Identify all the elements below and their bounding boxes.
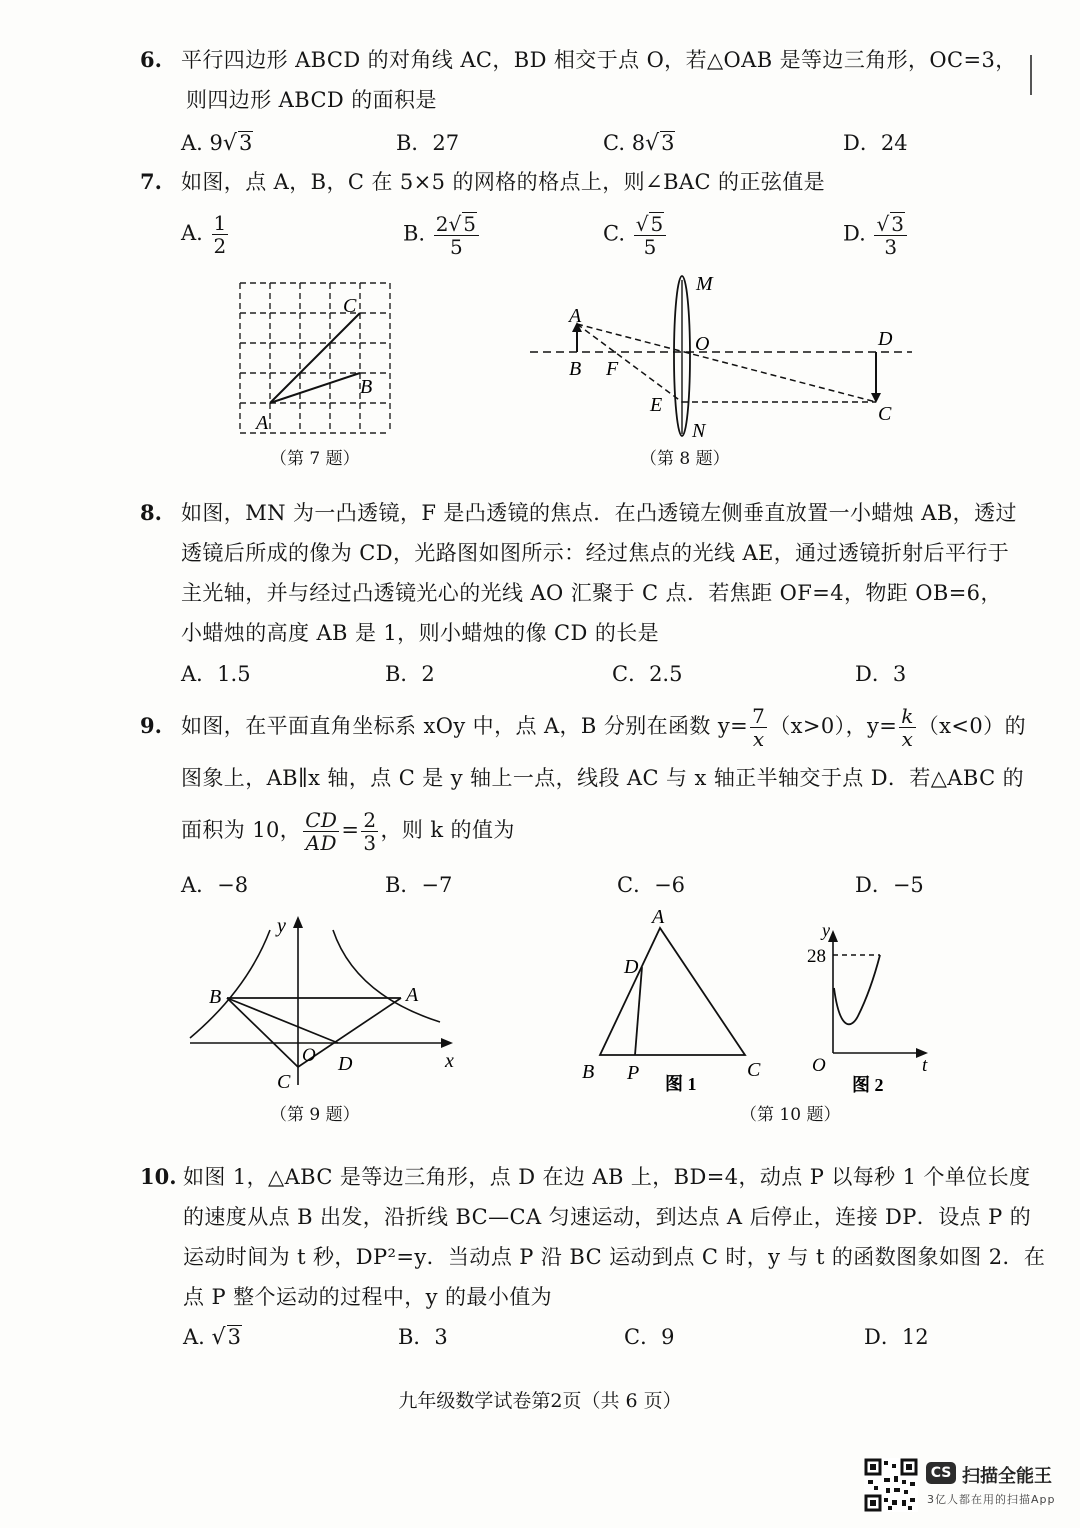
label-b: B — [569, 358, 582, 380]
label-c: C — [343, 295, 357, 317]
label-o: O — [302, 1045, 316, 1066]
label-y: y — [277, 915, 286, 937]
option-a: A. $\frac{1}{2}$ — [181, 211, 227, 258]
question-text: 如图，点 A，B，C 在 5×5 的网格的格点上，则∠BAC 的正弦值是 — [181, 170, 826, 194]
figure-caption: （第 9 题） — [270, 1105, 360, 1125]
label-28: 28 — [807, 946, 826, 967]
fraction: $\frac{1}{2}$ — [213, 211, 227, 258]
figure-caption: （第 10 题） — [740, 1105, 841, 1125]
label-b: B — [209, 986, 222, 1008]
question-text: 运动时间为 t 秒，DP²=y．当动点 P 沿 BC 运动到点 C 时，y 与 t 的函数图象如图 2．在 — [183, 1245, 1046, 1269]
label-d: D — [338, 1053, 353, 1075]
label-n: N — [692, 420, 706, 442]
option-b: B．3 — [398, 1325, 448, 1349]
fraction: $\frac{2}{3}$ — [363, 808, 377, 855]
label-a: A — [256, 412, 269, 434]
label-o: O — [812, 1055, 826, 1076]
option-d: D．24 — [843, 131, 908, 155]
label-a: A — [569, 305, 582, 327]
qr-code-icon — [864, 1458, 918, 1512]
fraction: $\frac{k}{x}$ — [901, 704, 914, 751]
option-d: D．−5 — [855, 873, 924, 897]
question-number: 6. — [140, 47, 162, 72]
option-a: A. 9√3 — [181, 131, 253, 156]
fraction: $\frac{CD}{AD}$ — [305, 808, 338, 855]
option-a: A. √3 — [183, 1325, 241, 1350]
option-d: D．3 — [855, 662, 907, 686]
fraction: $\frac{2√ 5}{5}$ — [434, 212, 479, 258]
question-number: 9. — [140, 713, 162, 738]
page-footer: 九年级数学试卷第2页（共 6 页） — [398, 1390, 682, 1412]
fraction: $\frac{√ 3}{3}$ — [874, 212, 906, 258]
figure-8-lens — [520, 262, 920, 447]
option-c: C. 8√3 — [603, 131, 675, 156]
label-c: C — [747, 1059, 761, 1081]
figure-9-coordinate-plane — [185, 910, 475, 1100]
question-number: 10. — [140, 1164, 177, 1189]
option-d: D. $\frac{√ 3}{3}$ — [843, 212, 909, 258]
question-number: 7. — [140, 169, 162, 194]
label-d: D — [878, 328, 893, 350]
question-text: 图象上，AB∥x 轴，点 C 是 y 轴上一点，线段 AC 与 x 轴正半轴交于点 D．若△ABC 的 — [181, 766, 1025, 790]
label-d: D — [624, 956, 639, 978]
option-b: B．27 — [396, 131, 460, 155]
label-c: C — [878, 403, 892, 425]
label-e: E — [650, 394, 663, 416]
segment-ab — [270, 373, 360, 403]
question-text: 面积为 10， $\frac{CD}{AD}$ = $\frac{2}{3}$ ，则 k 的值为 — [181, 808, 515, 855]
option-c: C．9 — [624, 1325, 675, 1349]
question-text: 则四边形 ABCD 的面积是 — [186, 88, 437, 112]
figure-label-2: 图 2 — [852, 1075, 884, 1093]
option-d: D．12 — [864, 1325, 929, 1349]
figure-label-1: 图 1 — [665, 1074, 697, 1094]
label-o: O — [695, 333, 710, 355]
question-text: 点 P 整个运动的过程中，y 的最小值为 — [183, 1285, 553, 1309]
label-c: C — [277, 1071, 291, 1093]
label-p: P — [627, 1062, 640, 1084]
figure-10-graph — [800, 918, 940, 1093]
label-b: B — [360, 376, 373, 398]
cs-logo: CS — [926, 1462, 956, 1484]
label-m: M — [696, 273, 713, 295]
option-b: B．2 — [385, 662, 435, 686]
label-f: F — [606, 358, 619, 380]
option-b: B．−7 — [385, 873, 453, 897]
option-c: C. $\frac{√ 5}{5}$ — [603, 212, 668, 258]
fraction: $\frac{√ 5}{5}$ — [634, 212, 666, 258]
figure-caption: （第 7 题） — [270, 449, 360, 469]
scan-edge-mark — [1030, 55, 1032, 95]
question-text: 平行四边形 ABCD 的对角线 AC，BD 相交于点 O，若△OAB 是等边三角形，OC=3， — [181, 48, 1017, 72]
option-a: A．−8 — [181, 873, 249, 897]
segment-ac — [270, 313, 360, 403]
fraction: $\frac{7}{x}$ — [752, 704, 766, 751]
label-a: A — [652, 906, 665, 928]
question-text: 如图 1，△ABC 是等边三角形，点 D 在边 AB 上，BD=4，动点 P 以每秒 1 个单位长度 — [183, 1165, 1031, 1189]
figure-10-triangle — [575, 900, 775, 1095]
label-a: A — [406, 984, 419, 1006]
question-text: 主光轴，并与经过凸透镜光心的光线 AO 汇聚于 C 点．若焦距 OF=4，物距 OB=6， — [181, 581, 1002, 605]
label-b: B — [582, 1061, 595, 1083]
label-t: t — [922, 1055, 928, 1076]
question-text: 的速度从点 B 出发，沿折线 BC—CA 匀速运动，到达点 A 后停止，连接 DP．设点 P 的 — [183, 1205, 1032, 1229]
label-x: x — [445, 1050, 454, 1072]
label-y: y — [822, 920, 830, 940]
scanner-app-slogan: 3亿人都在用的扫描App — [927, 1493, 1056, 1506]
option-c: C．−6 — [617, 873, 686, 897]
question-text: 小蜡烛的高度 AB 是 1，则小蜡烛的像 CD 的长是 — [181, 621, 660, 645]
figure-caption: （第 8 题） — [640, 449, 730, 469]
question-text: 如图，MN 为一凸透镜，F 是凸透镜的焦点．在凸透镜左侧垂直放置一小蜡烛 AB，透过 — [181, 501, 1017, 525]
question-number: 8. — [140, 500, 162, 525]
question-text: 透镜后所成的像为 CD，光路图如图所示：经过焦点的光线 AE，通过透镜折射后平行于 — [181, 541, 1010, 565]
option-a: A．1.5 — [181, 662, 251, 686]
question-text: 如图，在平面直角坐标系 xOy 中，点 A，B 分别在函数 y= $\frac{7}{x}$ （x>0），y= $\frac{k}{x}$ （x<0）的 — [181, 704, 1026, 751]
option-b: B. $\frac{2√ 5}{5}$ — [403, 212, 481, 258]
option-c: C．2.5 — [612, 662, 683, 686]
figure-7-grid — [230, 275, 405, 450]
scanner-app-name: 扫描全能王 — [962, 1466, 1052, 1487]
